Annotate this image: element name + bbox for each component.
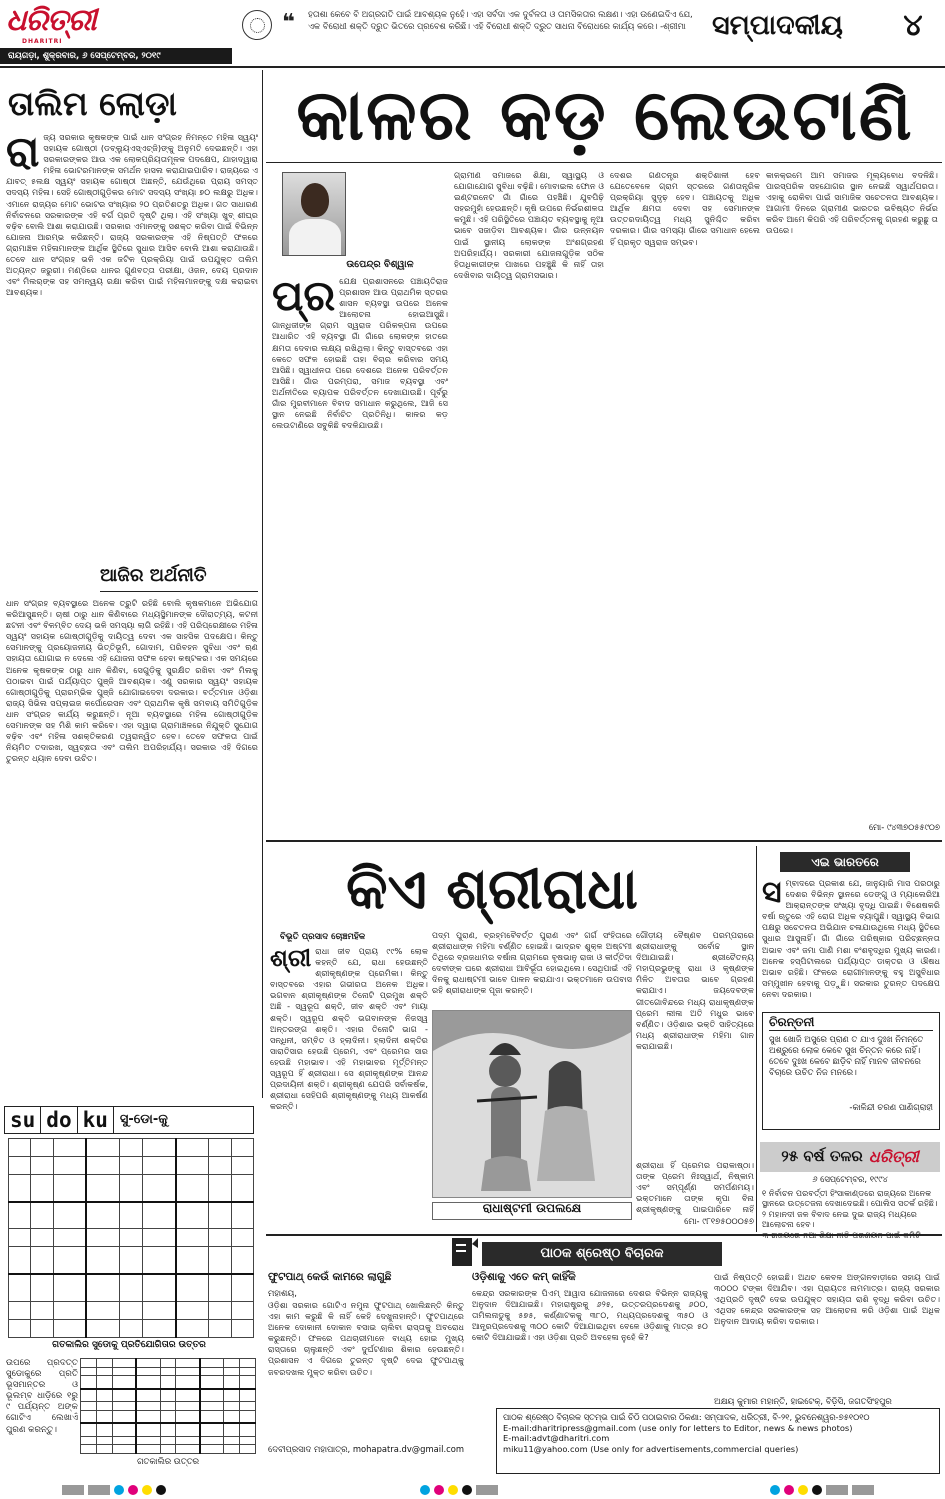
- sudoku-cell: [136, 1423, 160, 1436]
- black-dot: [812, 1485, 822, 1495]
- sudoku-cell: [200, 1402, 224, 1411]
- sudoku-cell: [53, 1274, 86, 1301]
- sudoku-cell: [142, 1139, 175, 1157]
- sudoku-cell: [96, 1402, 112, 1411]
- sudoku-row: [9, 1202, 254, 1229]
- sudoku-row: [81, 1367, 256, 1376]
- sudoku-cell: [86, 1319, 119, 1337]
- grey-swatch: [88, 1485, 110, 1495]
- silver-list: [762, 1188, 940, 1238]
- cyan-dot: [114, 1485, 124, 1495]
- sudoku-cell: [53, 1157, 86, 1175]
- sudoku-cell: [240, 1445, 256, 1454]
- radha-body-1: ଶ୍ରୀ ରାଧା ଜୀବ ପ୍ରାୟ ୯୯% ଲୋକ କହନ୍ତି ଯେ, ରାଧା ହେଉଛନ୍ତି ଶ୍ରୀକୃଷ୍ଣଙ୍କ ପ୍ରେମିକା। କିନ୍ତୁ ବାସ୍ତବରେ ଏହାର ଗଭୀରତା ଅନେକ ଅଧିକ। ଭଗବାନ ଶ୍ରୀକୃଷ୍ଣଙ୍କ ତିନୋଟି ପ୍ରମୁଖ ଶକ୍ତି ଅଛି - ସ୍ୱରୂପ ଶକ୍ତି, ଜୀବ ଶକ୍ତି ଏବଂ ମାୟା ଶକ୍ତି। ସ୍ୱରୂପ ଶକ୍ତି ଭଗବାନଙ୍କ ନିଜସ୍ୱ ଅନ୍ତରଙ୍ଗ ଶକ୍ତି। ଏହାର ତିନୋଟି ଭାଗ - ସନ୍ଧିନୀ, ସମ୍ବିତ ଓ ହ୍ଲାଦିନୀ। ହ୍ଲାଦିନୀ ଶକ୍ତିର ସାରାତିସାର ହେଉଛି ପ୍ରେମ, ଏବଂ ପ୍ରେମର ସାର ହେଉଛି ମହାଭାବ। ଏହି ମହାଭାବର ମୂର୍ତ୍ତିମନ୍ତ ସ୍ୱରୂପ ହିଁ ଶ୍ରୀରାଧା। ସେ ଶ୍ରୀକୃଷ୍ଣଙ୍କ ଆନନ୍ଦ ପ୍ରଦାୟିନୀ ଶକ୍ତି। ଶ୍ରୀକୃଷ୍ଣ ଯେପରି ସର୍ବାକର୍ଷକ, ଶ୍ରୀରାଧା ସେହିପରି ଶ୍ରୀକୃଷ୍ଣଙ୍କୁ ମଧ୍ୟ ଆକର୍ଷଣ କରନ୍ତି।: [270, 946, 428, 1112]
- sudoku-cell: [9, 1139, 31, 1157]
- print-marks-center: [420, 1483, 498, 1497]
- sudoku-cell: [240, 1436, 256, 1445]
- letters-editor-email: E-mail:dharitripress@gmail.com (use only for letters to Editor, news & news photos): [503, 1422, 853, 1433]
- page-number: ୪: [903, 8, 923, 43]
- sudoku-cell: [9, 1247, 31, 1274]
- sudoku-cell: [86, 1202, 119, 1229]
- sudoku-cell: [86, 1247, 119, 1274]
- print-marks-left: [62, 1483, 166, 1497]
- magenta-dot: [784, 1485, 794, 1495]
- sudoku-row: [81, 1359, 256, 1368]
- sudoku-cell: [81, 1376, 97, 1389]
- sudoku-cell: [31, 1229, 53, 1247]
- sudoku-cell: [160, 1367, 176, 1376]
- column-rule: [262, 70, 263, 1098]
- sudoku-cell: [160, 1359, 176, 1368]
- silver-item: ୧ ନିର୍ବାଚନ ପରବର୍ତ୍ତୀ ହିଂସାକାଣ୍ଡରେ ରାଜ୍ୟରେ ଅନେକ ସ୍ଥାନରେ ଉତ୍ତେଜନା ଦେଖାଦେଇଛି। ପୋଲିସ ସତର୍କ ରହିଛି।: [762, 1188, 938, 1209]
- silver-years: ୨୫ ବର୍ଷ ତଳର: [781, 1147, 863, 1166]
- sudoku-cell: [200, 1376, 224, 1389]
- sudoku-cell: [96, 1423, 112, 1436]
- sudoku-cell: [53, 1139, 86, 1157]
- radha-body-2: ପଦ୍ମ ପୁରାଣ, ବ୍ରହ୍ମବୈବର୍ତ୍ତ ପୁରାଣ ଏବଂ ଗର୍ଗ ସଂହିତାରେ ଶ୍ରୀରାଧାଙ୍କ ମହିମା ବର୍ଣ୍ଣିତ ହୋଇଛି। ଭାଦ୍ରବ ଶୁକ୍ଳ ଅଷ୍ଟମୀ ତିଥିରେ ବ୍ରଜଧାମର ବର୍ଷାନା ଗ୍ରାମରେ ବୃଷଭାନୁ ରାଜା ଓ କୀର୍ତ୍ତିଦା ଦେବୀଙ୍କ ଘରେ ଶ୍ରୀରାଧା ଆବିର୍ଭୂତା ହୋଇଥିଲେ। ସେଥିପାଇଁ ଏହି ଦିନକୁ ରାଧାଷ୍ଟମୀ ଭାବେ ପାଳନ କରାଯାଏ। ଭକ୍ତମାନେ ଉପବାସ ରହି ଶ୍ରୀରାଧାଙ୍କ ପୂଜା କରନ୍ତି।: [432, 930, 632, 996]
- section-title: ସମ୍ପାଦକୀୟ: [712, 10, 843, 41]
- radha-krishna-image: [432, 1010, 632, 1198]
- sudoku-cell: [81, 1359, 97, 1368]
- radha-contact: ମୋ- ୯୮୧୭୫୦୦୦୫୭: [684, 1216, 754, 1226]
- editorial-body-1: ରାଜ୍ୟ ସରକାର କୃଷକଙ୍କ ପାଇଁ ଧାନ ସଂଗ୍ରହ ନିମନ୍ତେ ମହିଳା ସ୍ୱୟଂ ସହାୟକ ଗୋଷ୍ଠୀ (ଡବ୍ଲ୍ୟୁଏସ୍‌ଏଚ୍‌ଜି)ଙ୍କୁ ଅନୁମତି ଦେଇଛନ୍ତି। ଏହା ସରକାରଙ୍କର ଆଉ ଏକ ଲୋକପ୍ରିୟତାମୂଳକ ପଦକ୍ଷେପ, ଯାହାଦ୍ୱାରା ମହିଳା ଭୋଟରମାନଙ୍କ ସମର୍ଥନ ହାସଲ କରାଯାଇପାରିବ। ରାଜ୍ୟରେ ଏ ଯାବତ୍ ୫ଲକ୍ଷ ସ୍ୱୟଂ ସହାୟକ ଗୋଷ୍ଠୀ ଅଛନ୍ତି, ଯେଉଁଥିରେ ପ୍ରାୟ ସମସ୍ତ ସଦସ୍ୟ ମହିଳା। ସେହି ଗୋଷ୍ଠୀଗୁଡ଼ିକର ମୋଟ ସଦସ୍ୟ ସଂଖ୍ୟା ୭୦ ଲକ୍ଷରୁ ଅଧିକ। ଏମାନେ ରାଜ୍ୟର ମୋଟ ଭୋଟର ସଂଖ୍ୟାର ୨୦ ପ୍ରତିଶତରୁ ଅଧିକ। ଗତ ସାଧାରଣ ନିର୍ବାଚନରେ ସରକାରଙ୍କ ଏହି ବର୍ଗ ପ୍ରତି ଦୃଷ୍ଟି ଥିଲା। ଏହି ସଂଖ୍ୟା ଖୁବ୍ ଶୀଘ୍ର ବଢ଼ିବ ବୋଲି ଆଶା କରାଯାଉଛି। ସରକାର ଏମାନଙ୍କୁ ସଶକ୍ତ କରିବା ପାଇଁ ବିଭିନ୍ନ ଯୋଜନା ଆରମ୍ଭ କରିଛନ୍ତି। ରାଜ୍ୟ ସରକାରଙ୍କ ଏହି ନିଷ୍ପତ୍ତି ଫଳରେ ଗ୍ରାମାଞ୍ଚଳ ମହିଳାମାନଙ୍କ ଆର୍ଥିକ ସ୍ଥିତିରେ ସୁଧାର ଆସିବ ବୋଲି ଆଶା କରାଯାଉଛି। ତେବେ ଧାନ ସଂଗ୍ରହ ଭଳି ଏକ ଜଟିଳ ପ୍ରକ୍ରିୟା ପାଇଁ ଉପଯୁକ୍ତ ତାଲିମ ଅତ୍ୟନ୍ତ ଜରୁରୀ। ମଣ୍ଡିରେ ଧାନର ଗୁଣବତ୍ତା ପରୀକ୍ଷା, ଓଜନ, ଦେୟ ପ୍ରଦାନ ଏବଂ ମିଲର୍‌ଙ୍କ ସହ ସମନ୍ୱୟ ରକ୍ଷା କରିବା ପାଇଁ ମହିଳାମାନଙ୍କୁ ଦକ୍ଷ କରାଇବା ଆବଶ୍ୟକ।: [6, 132, 258, 298]
- sudoku-cell: [200, 1367, 224, 1376]
- letters-advt-email: E-mail:advt@dharitri.com: [503, 1433, 610, 1444]
- main-body-3: ଦେଶର ଗଣତନ୍ତ୍ର ଶକ୍ତିଶାଳୀ ହେବ ଯେତେବେଳେ ଗ୍ରାମ ସ୍ତରରେ ଗଣତାନ୍ତ୍ରିକ ପ୍ରକ୍ରିୟା ସୁଦୃଢ଼ ହେବ। ପଞ୍ଚାୟତକୁ ଅଧିକ ଆର୍ଥିକ କ୍ଷମତା ଦେବା ସହ ସେମାନଙ୍କ ଉତ୍ତରଦାୟିତ୍ୱ ମଧ୍ୟ ସୁନିଶ୍ଚିତ କରିବା ଦରକାର। ଗାଁର ସମସ୍ୟା ଗାଁରେ ସମାଧାନ ହେଲେ ହିଁ ପ୍ରକୃତ ସ୍ୱରାଜ ସମ୍ଭବ।: [610, 170, 760, 247]
- sudoku-cell: [112, 1436, 136, 1445]
- logo-text: ଧରିତ୍ରୀ: [6, 3, 96, 38]
- sudoku-cell: [200, 1445, 224, 1454]
- main-body-4: କାଳକ୍ରମେ ଆମ ସମାଜର ମୂଲ୍ୟବୋଧ ବଦଳିଛି। ପାରସ୍ପରିକ ସହଯୋଗର ସ୍ଥାନ ନେଇଛି ସ୍ୱାର୍ଥପରତା। ଏହାକୁ ରୋକିବା ପାଇଁ ସାମାଜିକ ସଚେତନତା ଆବଶ୍ୟକ। ଆଗାମୀ ଦିନରେ ଗ୍ରାମୀଣ ଭାରତର ଭବିଷ୍ୟତ ନିର୍ଭର କରିବ ଆମେ କିପରି ଏହି ପରିବର୍ତ୍ତନକୁ ଗ୍ରହଣ କରୁଛୁ ତା ଉପରେ।: [766, 170, 938, 236]
- sudoku-cell: [120, 1139, 142, 1157]
- sudoku-cell: [160, 1376, 176, 1389]
- main-author: ଉପେନ୍ଦ୍ର ବିଶ୍ୱାଳ: [346, 259, 414, 270]
- sudoku-row: [9, 1319, 254, 1337]
- sudoku-cell: [53, 1229, 86, 1247]
- sudoku-cell: [31, 1319, 53, 1337]
- logo-subtitle: DHARITRI: [22, 38, 63, 45]
- sudoku-cell: [9, 1202, 31, 1229]
- dateline: ରାୟଗଡ଼ା, ଶୁକ୍ରବାର, ୬ ସେପ୍ଟେମ୍ବର, ୨୦୧୯: [0, 48, 232, 64]
- sudoku-cell: [176, 1423, 200, 1436]
- sudoku-cell: [96, 1359, 112, 1368]
- sudoku-cell: [240, 1367, 256, 1376]
- sudoku-cell: [86, 1157, 119, 1175]
- sudoku-cell: [142, 1274, 175, 1301]
- silver-paper: ଧରିତ୍ରୀ: [868, 1147, 919, 1167]
- sudoku-title-ku: ku: [78, 1107, 114, 1133]
- ei-bharat-title: ଏଇ ଭାରତରେ: [780, 852, 910, 872]
- yellow-dot: [142, 1485, 152, 1495]
- sudoku-cell: [136, 1410, 160, 1423]
- sudoku-cell: [112, 1410, 136, 1423]
- letters-top-rule: [266, 1234, 942, 1236]
- sudoku-cell: [31, 1175, 53, 1202]
- sudoku-cell: [176, 1410, 200, 1423]
- sudoku-cell: [231, 1175, 253, 1202]
- sudoku-cell: [53, 1202, 86, 1229]
- sudoku-cell: [86, 1175, 119, 1202]
- sudoku-cell: [231, 1319, 253, 1337]
- sudoku-cell: [176, 1157, 209, 1175]
- sudoku-cell: [112, 1423, 136, 1436]
- grey-swatch: [62, 1485, 84, 1495]
- editorial-byline-box: [100, 565, 258, 592]
- sudoku-cell: [240, 1423, 256, 1436]
- sudoku-cell: [231, 1202, 253, 1229]
- magenta-dot: [128, 1485, 138, 1495]
- radha-dropcap: ଶ୍ରୀ: [270, 946, 312, 972]
- sudoku-cell: [176, 1436, 200, 1445]
- sudoku-row: [9, 1229, 254, 1247]
- cyan-dot: [770, 1485, 780, 1495]
- sudoku-cell: [160, 1402, 176, 1411]
- sudoku-row: [81, 1436, 256, 1445]
- radha-body-4: ଶ୍ରୀରାଧା ହିଁ ପ୍ରେମର ପରାକାଷ୍ଠା। ତାଙ୍କ ପ୍ରେମ ନିଃସ୍ୱାର୍ଥ, ନିଷ୍କାମ ଏବଂ ସମ୍ପୂର୍ଣ୍ଣ ସମର୍ପଣମୟ। ଭକ୍ତମାନେ ତାଙ୍କ କୃପା ବିନା ଶ୍ରୀକୃଷ୍ଣଙ୍କୁ ପାଇପାରିବେ ନାହିଁ: [636, 1160, 754, 1215]
- sudoku-cell: [81, 1436, 97, 1445]
- sudoku-cell: [120, 1157, 142, 1175]
- sudoku-cell: [136, 1389, 160, 1402]
- sudoku-cell: [142, 1175, 175, 1202]
- sudoku-cell: [86, 1301, 119, 1319]
- sudoku-cell: [112, 1359, 136, 1368]
- author-photo: [282, 172, 346, 256]
- sudoku-cell: [231, 1247, 253, 1274]
- letter2-title: ଓଡ଼ିଶାକୁ ଏତେ କମ୍ କାହିଁକି: [472, 1271, 576, 1283]
- sudoku-row: [81, 1410, 256, 1423]
- sudoku-cell: [209, 1175, 231, 1202]
- sudoku-row: [81, 1445, 256, 1454]
- sudoku-cell: [231, 1274, 253, 1301]
- radha-krishna-illustration: [433, 1011, 632, 1198]
- sudoku-cell: [86, 1229, 119, 1247]
- editorial-body-2: ଧାନ ସଂଗ୍ରହ ବ୍ୟବସ୍ଥାରେ ଅନେକ ତ୍ରୁଟି ରହିଛି ବୋଲି କୃଷକମାନେ ଅଭିଯୋଗ କରିଆସୁଛନ୍ତି। ଚାଷୀ ଠାରୁ ଧାନ କିଣିବାରେ ମଧ୍ୟସ୍ଥିମାନଙ୍କ ଦୌରାତ୍ମ୍ୟ, କଟନୀ ଛଟନୀ ଏବଂ ବିଳମ୍ବିତ ଦେୟ ଭଳି ସମସ୍ୟା ଲାଗି ରହିଛି। ଏହି ପରିପ୍ରେକ୍ଷୀରେ ମହିଳା ସ୍ୱୟଂ ସହାୟକ ଗୋଷ୍ଠୀଗୁଡ଼ିକୁ ଦାୟିତ୍ୱ ଦେବା ଏକ ସାହସିକ ପଦକ୍ଷେପ। କିନ୍ତୁ ସେମାନଙ୍କୁ ପ୍ରୟୋଜନୀୟ ଭିତ୍ତିଭୂମି, ଗୋଦାମ, ପରିବହନ ସୁବିଧା ଏବଂ ଋଣ ସହାୟତା ଯୋଗାଇ ନ ଦେଲେ ଏହି ଯୋଜନା ସଫଳ ହେବା କଷ୍ଟକର। ଏକ ସମୟରେ ଅନେକ କୃଷକଙ୍କ ଠାରୁ ଧାନ କିଣିବା, ସେଗୁଡ଼ିକୁ ସୁରକ୍ଷିତ ରଖିବା ଏବଂ ମିଲକୁ ପଠାଇବା ପାଇଁ ପର୍ଯ୍ୟାପ୍ତ ପୁଞ୍ଜି ଆବଶ୍ୟକ। ଏଣୁ ସରକାର ସ୍ୱୟଂ ସହାୟକ ଗୋଷ୍ଠୀଗୁଡ଼ିକୁ ପ୍ରାରମ୍ଭିକ ପୁଞ୍ଜି ଯୋଗାଇଦେବା ଦରକାର। ବର୍ତ୍ତମାନ ଓଡ଼ିଶା ରାଜ୍ୟ ସିଭିଲ ସପ୍ଲାଇଜ କର୍ପୋରେସନ ଏବଂ ପ୍ରାଥମିକ କୃଷି ସମବାୟ ସମିତିଗୁଡ଼ିକ ଧାନ ସଂଗ୍ରହ କାର୍ଯ୍ୟ କରୁଛନ୍ତି। ନୂଆ ବ୍ୟବସ୍ଥାରେ ମହିଳା ଗୋଷ୍ଠୀଗୁଡ଼ିକ ସେମାନଙ୍କ ସହ ମିଶି କାମ କରିବେ। ଏହା ଦ୍ୱାରା ଗ୍ରାମାଞ୍ଚଳରେ ନିଯୁକ୍ତି ସୁଯୋଗ ବଢ଼ିବ ଏବଂ ମହିଳା ସଶକ୍ତିକରଣ ତ୍ୱରାନ୍ୱିତ ହେବ। ତେବେ ସଫଳତା ପାଇଁ ନିୟମିତ ତଦାରଖ, ସ୍ୱଚ୍ଛତା ଏବଂ ତାଲିମ ଅପରିହାର୍ଯ୍ୟ। ସରକାର ଏହି ଦିଗରେ ତୁରନ୍ତ ଧ୍ୟାନ ଦେବା ଉଚିତ।: [6, 598, 258, 764]
- sudoku-cell: [9, 1274, 31, 1301]
- sudoku-cell: [160, 1423, 176, 1436]
- sudoku-row: [81, 1423, 256, 1436]
- sudoku-cell: [96, 1410, 112, 1423]
- sudoku-row: [81, 1402, 256, 1411]
- sudoku-cell: [9, 1229, 31, 1247]
- sudoku-cell: [136, 1402, 160, 1411]
- sudoku-cell: [176, 1389, 200, 1402]
- sudoku-title: [4, 1106, 254, 1134]
- sudoku-row: [9, 1247, 254, 1274]
- sudoku-cell: [142, 1301, 175, 1319]
- author-photo-body: [289, 219, 341, 256]
- letter3-sign: ଅକ୍ଷୟ କୁମାର ମହାନ୍ତି, ହାଇଟେକ୍, ବିଡ଼ିସି, ଜଗତସିଂହପୁର: [714, 1396, 892, 1406]
- sudoku-cell: [31, 1274, 53, 1301]
- black-dot: [156, 1485, 166, 1495]
- sudoku-cell: [240, 1376, 256, 1389]
- sudoku-answer-table: [80, 1358, 256, 1454]
- sudoku-cell: [176, 1376, 200, 1389]
- sudoku-answer-label: ଗତକାଲିର ଉତ୍ତର: [136, 1456, 200, 1466]
- quote-icon: ❝: [282, 10, 295, 35]
- sudoku-cell: [136, 1367, 160, 1376]
- sudoku-cell: [9, 1301, 31, 1319]
- sudoku-cell: [120, 1202, 142, 1229]
- sudoku-cell: [200, 1436, 224, 1445]
- sudoku-cell: [209, 1247, 231, 1274]
- sudoku-cell: [81, 1445, 97, 1454]
- sudoku-cell: [176, 1359, 200, 1368]
- sudoku-cell: [86, 1274, 119, 1301]
- sudoku-title-su: su: [5, 1107, 41, 1133]
- daily-quote: ହତାଶା କେବେ ବି ଅଗ୍ରଗତି ପାଇଁ ଆବଶ୍ୟକ ନୁହେଁ। ଏହା ସର୍ବଦା ଏକ ଦୁର୍ବଳତା ଓ ତାମସିକତାର ଲକ୍ଷଣ। ଏହା ଉଣେଇଦିଏ ଯେ, ଏକ ବିରୋଧୀ ଶକ୍ତି ଦ୍ରୁତ ଭିତରେ ପ୍ରବେଶ କରିଛି। ଏହି ବିରୋଧୀ ଶକ୍ତି ଦ୍ରୁତ ସାଧନା ବିରୋଧରେ କାର୍ଯ୍ୟ କରେ। -ଶ୍ରୀମା: [308, 9, 693, 31]
- sudoku-cell: [160, 1436, 176, 1445]
- masthead-rule: [0, 66, 945, 68]
- sudoku-cell: [176, 1247, 209, 1274]
- sudoku-cell: [96, 1376, 112, 1389]
- sudoku-cell: [142, 1247, 175, 1274]
- sudoku-cell: [112, 1445, 136, 1454]
- sudoku-cell: [224, 1402, 240, 1411]
- sudoku-cell: [209, 1274, 231, 1301]
- cyan-dot: [420, 1485, 430, 1495]
- sudoku-cell: [176, 1402, 200, 1411]
- sudoku-grid: [8, 1138, 254, 1338]
- letters-commercial-email: miku11@yahoo.com (Use only for advertisements,commercial queries): [503, 1443, 799, 1454]
- chirantani-box: [762, 1012, 940, 1130]
- sudoku-cell: [160, 1389, 176, 1402]
- letters-header: ପାଠକ ଶ୍ରେଷ୍ଠ ବିଚାରକ: [482, 1242, 722, 1266]
- main-headline: କାଳର କଡ଼ ଲେଉଟାଣି: [296, 73, 914, 156]
- sudoku-cell: [86, 1139, 119, 1157]
- radha-body-3: ଗୌଡ଼ୀୟ ବୈଷ୍ଣବ ପରମ୍ପରାରେ ଶ୍ରୀରାଧାଙ୍କୁ ସର୍ବୋଚ୍ଚ ସ୍ଥାନ ଦିଆଯାଇଛି। ଶ୍ରୀଚୈତନ୍ୟ ମହାପ୍ରଭୁଙ୍କୁ ରାଧା ଓ କୃଷ୍ଣଙ୍କ ମିଳିତ ଅବତାର ଭାବେ ଗ୍ରହଣ କରାଯାଏ। ଜୟଦେବଙ୍କ ଗୀତଗୋବିନ୍ଦରେ ମଧ୍ୟ ରାଧାକୃଷ୍ଣଙ୍କ ପ୍ରେମ ଲୀଳା ଅତି ମଧୁର ଭାବେ ବର୍ଣ୍ଣିତ। ଓଡ଼ିଶାର ଭକ୍ତି ସାହିତ୍ୟରେ ମଧ୍ୟ ଶ୍ରୀରାଧାଙ୍କ ମହିମା ଗାନ କରାଯାଇଛି।: [636, 930, 754, 1051]
- letter1-salutation: ମହାଶୟ,: [268, 1288, 297, 1298]
- sudoku-cell: [176, 1319, 209, 1337]
- sudoku-cell: [200, 1410, 224, 1423]
- grey-swatch: [476, 1485, 498, 1495]
- sudoku-cell: [209, 1157, 231, 1175]
- sudoku-cell: [31, 1139, 53, 1157]
- sudoku-cell: [224, 1359, 240, 1368]
- sudoku-cell: [176, 1274, 209, 1301]
- sudoku-cell: [81, 1402, 97, 1411]
- sudoku-cell: [31, 1301, 53, 1319]
- sudoku-cell: [136, 1359, 160, 1368]
- letter3-body: ପାଇଁ ନିଷ୍ପତ୍ତି ହୋଇଛି। ଅଥଚ କେବଳ ଅଙ୍ଗନବାଡ଼ୀରେ ସହାୟ ପାଇଁ ୩୦୦୦ ଟଙ୍କା ଦିଆଯିବ। ଏହା ପ୍ରାୟତଃ ନାମମାତ୍ର। ରାଜ୍ୟ ସରକାର ଏଥିପ୍ରତି ଦୃଷ୍ଟି ଦେଇ ଉପଯୁକ୍ତ ସହାୟତା ରାଶି ବୃଦ୍ଧି କରିବା ଉଚିତ। ଏଥିସହ କେନ୍ଦ୍ର ସରକାରଙ୍କ ସହ ଆଲୋଚନା କରି ଓଡ଼ିଶା ପାଇଁ ଅଧିକ ଅନୁଦାନ ଆଦାୟ କରିବା ଦରକାର।: [714, 1272, 940, 1327]
- sudoku-cell: [96, 1445, 112, 1454]
- sudoku-cell: [112, 1367, 136, 1376]
- sudoku-cell: [53, 1319, 86, 1337]
- sudoku-cell: [120, 1229, 142, 1247]
- sudoku-cell: [231, 1229, 253, 1247]
- letters-address: ପାଠକ ଶ୍ରେଷ୍ଠ ବିଚାରକ ସ୍ତମ୍ଭ ପାଇଁ ଚିଠି ପଠାଇବାର ଠିକଣା: ସମ୍ପାଦକ, ଧରିତ୍ରୀ, ବି-୨୧, ଭୁବନେଶ୍ୱର-୭୫୧୦୧୦: [503, 1412, 870, 1422]
- sudoku-cell: [224, 1445, 240, 1454]
- sudoku-cell: [240, 1359, 256, 1368]
- print-marks-right: [770, 1483, 874, 1497]
- sudoku-cell: [200, 1359, 224, 1368]
- sudoku-cell: [224, 1367, 240, 1376]
- yellow-dot: [448, 1485, 458, 1495]
- sudoku-cell: [136, 1376, 160, 1389]
- sudoku-row: [81, 1376, 256, 1389]
- sudoku-cell: [176, 1202, 209, 1229]
- letter1-body: ଓଡ଼ିଶା ସରକାର ଗୋଟିଏ ନମୁନା ଫୁଟପାଥ୍ ଖୋଲିଛନ୍ତି କିନ୍ତୁ ଏହା କାମ କରୁଛି କି ନାହିଁ କେହି ଦେଖୁନାହାନ୍ତି। ଫୁଟପାଥ୍‌ରେ ଅନେକ ଦୋକାନୀ ଦୋକାନ ବସାଇ ଚାଲିବା ରାସ୍ତାକୁ ଅବରୋଧ କରୁଛନ୍ତି। ଫଳରେ ପଥଚାରୀମାନେ ବାଧ୍ୟ ହୋଇ ମୁଖ୍ୟ ରାସ୍ତାରେ ଚାଲୁଛନ୍ତି ଏବଂ ଦୁର୍ଘଟଣାର ଶିକାର ହେଉଛନ୍ତି। ପ୍ରଶାସନ ଏ ଦିଗରେ ତୁରନ୍ତ ଦୃଷ୍ଟି ଦେଇ ଫୁଟପାଥ୍‌କୁ ଜବରଦଖଲ ମୁକ୍ତ କରିବା ଉଚିତ।: [268, 1300, 464, 1377]
- letter1-title: ଫୁଟପାଥ୍ କେଉଁ କାମରେ ଲାଗୁଛି: [268, 1271, 392, 1283]
- radha-caption: ରାଧାଷ୍ଟମୀ ଉପଲକ୍ଷେ: [432, 1202, 632, 1220]
- sudoku-cell: [31, 1247, 53, 1274]
- sudoku-cell: [9, 1319, 31, 1337]
- sudoku-cell: [112, 1376, 136, 1389]
- sudoku-cell: [96, 1436, 112, 1445]
- headline-rule: [266, 162, 942, 163]
- sudoku-cell: [31, 1157, 53, 1175]
- silver-jubilee-badge: [760, 1142, 940, 1172]
- sudoku-cell: [142, 1319, 175, 1337]
- chirantani-title: ଚିରନ୍ତନୀ: [769, 1017, 933, 1031]
- sudoku-row: [9, 1175, 254, 1202]
- sudoku-cell: [120, 1247, 142, 1274]
- sudoku-cell: [176, 1445, 200, 1454]
- sudoku-rules: ଉପରେ ପ୍ରଦତ୍ତ ସୁଡୋକୁରେ ପ୍ରତି ଭୂସମାନ୍ତର ଓ ଭୂଲମ୍ବ ଧାଡ଼ିରେ ୧ରୁ ୯ ପର୍ଯ୍ୟନ୍ତ ଅଙ୍କ ଗୋଟିଏ ଲେଖାଏଁ ପୁରଣ କରନ୍ତୁ।: [6, 1358, 78, 1435]
- sudoku-title-do: do: [41, 1107, 77, 1133]
- main-body-2: ଗ୍ରାମୀଣ ସମାଜରେ ଶିକ୍ଷା, ସ୍ୱାସ୍ଥ୍ୟ ଓ ଯୋଗାଯୋଗ ସୁବିଧା ବଢ଼ିଛି। ମୋବାଇଲ ଫୋନ ଓ ଇଣ୍ଟରନେଟ ଗାଁ ଗାଁରେ ପହଞ୍ଚିଛି। ଯୁବପିଢ଼ି ସହରମୁହାଁ ହେଉଛନ୍ତି। କୃଷି ଉପରେ ନିର୍ଭରଶୀଳତା କମୁଛି। ଏହି ପରିସ୍ଥିତିରେ ପଞ୍ଚାୟତ ବ୍ୟବସ୍ଥାକୁ ନୂଆ ଭାବେ ସଜାଡ଼ିବା ଆବଶ୍ୟକ। ଗାଁର ଉନ୍ନୟନ ପାଇଁ ସ୍ଥାନୀୟ ଲୋକଙ୍କ ଅଂଶଗ୍ରହଣ ଅପରିହାର୍ଯ୍ୟ। ସରକାରୀ ଯୋଜନାଗୁଡ଼ିକ ସଠିକ ହିତାଧିକାରୀଙ୍କ ପାଖରେ ପହଞ୍ଚୁଛି କି ନାହିଁ ତାହା ଦେଖିବାର ଦାୟିତ୍ୱ ଗ୍ରାମସଭାର।: [454, 170, 604, 280]
- pen-icon: [448, 1234, 478, 1270]
- sudoku-cell: [200, 1389, 224, 1402]
- sudoku-title-odia: ସୁ-ଡୋ-କୁ: [119, 1112, 168, 1128]
- wheel-emblem-icon: [242, 10, 272, 40]
- sudoku-cell: [176, 1367, 200, 1376]
- sudoku-cell: [224, 1389, 240, 1402]
- newspaper-logo: [6, 3, 96, 46]
- sudoku-cell: [176, 1229, 209, 1247]
- section-header: [712, 6, 880, 46]
- sudoku-cell: [136, 1445, 160, 1454]
- sudoku-cell: [31, 1202, 53, 1229]
- radha-gap: [432, 1224, 632, 1228]
- sudoku-cell: [240, 1389, 256, 1402]
- main-contact: ମୋ- ୯୪୩୭୦୫୫୯୦୭: [868, 822, 940, 832]
- sudoku-cell: [81, 1367, 97, 1376]
- sudoku-cell: [81, 1423, 97, 1436]
- editorial-byline: ଆଜିର ଅର୍ଥନୀତି: [100, 565, 207, 586]
- sudoku-cell: [9, 1157, 31, 1175]
- main-body-1: ପ୍ର ଯେକ୍ଷ ପ୍ରଶାସନରେ ପଞ୍ଚାୟତିରାଜ ପ୍ରଶାସନ ଆଉ ପ୍ରାଥମିକ ସ୍ତରର ଶାସନ ବ୍ୟବସ୍ଥା ଉପରେ ଅନେକ ଆଲୋଚନା ହୋଇଆସୁଛି। ଗାନ୍ଧିଜୀଙ୍କ ଗ୍ରାମ ସ୍ୱରାଜ ପରିକଳ୍ପନା ଉପରେ ଆଧାରିତ ଏହି ବ୍ୟବସ୍ଥା ଗାଁ ଗାଁରେ ଲୋକଙ୍କ ହାତରେ କ୍ଷମତା ଦେବାର ଲକ୍ଷ୍ୟ ରଖିଥିଲା। କିନ୍ତୁ ବାସ୍ତବରେ ଏହା କେତେ ସଫଳ ହୋଇଛି ତାହା ବିଚାର କରିବାର ସମୟ ଆସିଛି। ସ୍ୱାଧୀନତା ପରେ ଦେଶରେ ଅନେକ ପରିବର୍ତ୍ତନ ଆସିଛି। ଗାଁର ପରମ୍ପରା, ସମାଜ ବ୍ୟବସ୍ଥା ଏବଂ ଅର୍ଥନୀତିରେ ବ୍ୟାପକ ପରିବର୍ତ୍ତନ ଦେଖାଯାଉଛି। ପୂର୍ବରୁ ଗାଁର ମୁରବୀମାନେ ବିବାଦ ସମାଧାନ କରୁଥିଲେ, ଆଜି ସେ ସ୍ଥାନ ନେଇଛି ନିର୍ବାଚିତ ପ୍ରତିନିଧି। କାଳର କଡ଼ ଲେଉଟାଣିରେ ସବୁକିଛି ବଦଳିଯାଉଛି।: [272, 276, 448, 431]
- grey-swatch: [826, 1485, 848, 1495]
- sudoku-cell: [240, 1410, 256, 1423]
- sudoku-cell: [120, 1301, 142, 1319]
- ei-bharat-body: ସମ୍ବାଦରେ ପ୍ରକାଶ ଯେ, ଜାନୁୟାରି ମାସ ପରଠାରୁ ଦେଶର ବିଭିନ୍ନ ସ୍ଥାନରେ ଡେଙ୍ଗୁ ଓ ମ୍ୟାଲେରିଆ ଆକ୍ରାନ୍ତଙ୍କ ସଂଖ୍ୟା ବୃଦ୍ଧି ପାଇଛି। ବିଶେଷକରି ବର୍ଷା ଋତୁରେ ଏହି ରୋଗ ଅଧିକ ବ୍ୟାପୁଛି। ସ୍ୱାସ୍ଥ୍ୟ ବିଭାଗ ପକ୍ଷରୁ ସଚେତନତା ଅଭିଯାନ ଚଳାଯାଉଥିଲେ ମଧ୍ୟ ସ୍ଥିତିରେ ସୁଧାର ଆସୁନାହିଁ। ଗାଁ ଗାଁରେ ପରିଷ୍କାର ପରିଚ୍ଛନ୍ନତା ଅଭାବ ଏବଂ ଜମା ପାଣି ମଶା ବଂଶବୃଦ୍ଧିର ମୁଖ୍ୟ କାରଣ। ଅନେକ ହସ୍ପିଟାଲରେ ପର୍ଯ୍ୟାପ୍ତ ଡାକ୍ତର ଓ ଔଷଧ ଅଭାବ ରହିଛି। ଫଳରେ ରୋଗୀମାନଙ୍କୁ ବହୁ ଅସୁବିଧାର ସମ୍ମୁଖୀନ ହେବାକୁ ପଡ଼ୁଛି। ସରକାର ତୁରନ୍ତ ପଦକ୍ଷେପ ନେବା ଦରକାର।: [762, 878, 940, 999]
- sudoku-cell: [176, 1175, 209, 1202]
- sudoku-cell: [53, 1301, 86, 1319]
- sudoku-cell: [120, 1175, 142, 1202]
- main-bottom-rule: [266, 840, 942, 842]
- letter1-sign: ଦେବୀପ୍ରସାଦ ମହାପାତ୍ର, mohapatra.dv@gmail.com: [268, 1444, 464, 1454]
- letter1-email: mohapatra.dv@gmail.com: [352, 1444, 464, 1454]
- magenta-dot: [434, 1485, 444, 1495]
- main-dropcap: ପ୍ର: [272, 276, 336, 320]
- sudoku-cell: [142, 1229, 175, 1247]
- sudoku-cell: [209, 1301, 231, 1319]
- sudoku-cell: [142, 1157, 175, 1175]
- silver-item: ୨ ମହାନଦୀ ଜଳ ବିବାଦ ନେଇ ଦୁଇ ରାଜ୍ୟ ମଧ୍ୟରେ ଆଲୋଚନା ହେବ।: [762, 1208, 918, 1230]
- sudoku-cell: [136, 1436, 160, 1445]
- pen-icon-graphic: [448, 1234, 478, 1270]
- radha-author: ବିଭୂତି ପ୍ରସାଦ ଚୋଞ୍ଚମହିକ: [280, 932, 366, 942]
- sudoku-cell: [224, 1423, 240, 1436]
- sudoku-cell: [81, 1389, 97, 1402]
- chirantani-attribution: -କାଳିନ୍ଦୀ ଚରଣ ପାଣିଗ୍ରାହୀ: [849, 1102, 933, 1113]
- sudoku-cell: [209, 1229, 231, 1247]
- sudoku-cell: [176, 1139, 209, 1157]
- letters-contact-box: [496, 1408, 940, 1474]
- editorial-dropcap: ରା: [6, 132, 40, 176]
- sudoku-cell: [176, 1301, 209, 1319]
- sudoku-cell: [120, 1319, 142, 1337]
- sudoku-cell: [142, 1202, 175, 1229]
- sudoku-cell: [224, 1436, 240, 1445]
- sudoku-cell: [9, 1175, 31, 1202]
- sudoku-table: [8, 1138, 254, 1338]
- sudoku-cell: [231, 1301, 253, 1319]
- sudoku-row: [81, 1389, 256, 1402]
- chirantani-text: ସୁଖ ଖୋଜି ଅସୁରେ ପ୍ରାଣ ତ ଯାଏ ଦୁଃଖ ନିମନ୍ତେ ଅଶ୍ରୁରେ ଲୋକ କେବେ ସୁଖ ଚିନ୍ତନ କରେ ନାହିଁ। ତେବେ ଦୁଃଖ କେବେ ଛାଡ଼ିବ ନାହିଁ ମାନବ ଜୀବନରେ ବିଚାରେ ଉଚିତ ନିଜ ମନରେ।: [769, 1034, 924, 1078]
- sudoku-row: [9, 1139, 254, 1157]
- grey-swatch: [852, 1485, 874, 1495]
- sudoku-cell: [209, 1139, 231, 1157]
- sudoku-cell: [200, 1423, 224, 1436]
- sudoku-cell: [112, 1402, 136, 1411]
- sudoku-cell: [231, 1139, 253, 1157]
- sudoku-cell: [209, 1319, 231, 1337]
- letter2-body: କେନ୍ଦ୍ର ସରକାରଙ୍କ ପିଏମ୍ ଆୱାସ ଯୋଜନାରେ ଦେଶର ବିଭିନ୍ନ ରାଜ୍ୟକୁ ଅନୁଦାନ ଦିଆଯାଇଛି। ମହାରାଷ୍ଟ୍ରକୁ ୬୨୫, ଉତ୍ତରପ୍ରଦେଶକୁ ୬୦୦, ତାମିଲନାଡୁକୁ ୫୭୫, କର୍ଣ୍ଣାଟକକୁ ୩୮୦, ମଧ୍ୟପ୍ରଦେଶକୁ ୩୫୦ ଓ ଆନ୍ଧ୍ରପ୍ରଦେଶକୁ ୩୦୦ କୋଟି ଦିଆଯାଇଥିବା ବେଳେ ଓଡ଼ିଶାକୁ ମାତ୍ର ୫୦ କୋଟି ଦିଆଯାଇଛି। ଏହା ଓଡ଼ିଶା ପ୍ରତି ଅବହେଳା ନୁହେଁ କି?: [472, 1288, 708, 1343]
- editorial-headline: ତାଲିମ ଲୋଡ଼ା: [8, 84, 177, 123]
- sudoku-cell: [120, 1274, 142, 1301]
- sudoku-cell: [53, 1175, 86, 1202]
- sudoku-cell: [224, 1410, 240, 1423]
- sudoku-cell: [96, 1389, 112, 1402]
- sudoku-cell: [224, 1376, 240, 1389]
- sudoku-cell: [53, 1247, 86, 1274]
- sudoku-cell: [112, 1389, 136, 1402]
- radha-column-rule: [756, 846, 757, 1232]
- sudoku-answer-grid: [80, 1358, 256, 1454]
- yellow-dot: [798, 1485, 808, 1495]
- sudoku-instruction: ଗତକାଲିର ସୁଡୋକୁ ପ୍ରତିଯୋଗିତାର ଉତ୍ତର: [52, 1340, 206, 1350]
- sudoku-cell: [240, 1402, 256, 1411]
- black-dot: [462, 1485, 472, 1495]
- sudoku-cell: [160, 1410, 176, 1423]
- sudoku-cell: [209, 1202, 231, 1229]
- silver-date: ୬ ସେପ୍ଟେମ୍ବର, ୧୯୯୪: [812, 1174, 888, 1184]
- sudoku-cell: [231, 1157, 253, 1175]
- sudoku-cell: [96, 1367, 112, 1376]
- ei-bharat-dropcap: ସ: [762, 878, 782, 910]
- radha-headline: କିଏ ଶ୍ରୀରାଧା: [346, 856, 638, 922]
- author-photo-head: [301, 183, 329, 217]
- sudoku-row: [9, 1157, 254, 1175]
- sudoku-row: [9, 1274, 254, 1301]
- sudoku-row: [9, 1301, 254, 1319]
- sudoku-cell: [160, 1445, 176, 1454]
- sudoku-cell: [81, 1410, 97, 1423]
